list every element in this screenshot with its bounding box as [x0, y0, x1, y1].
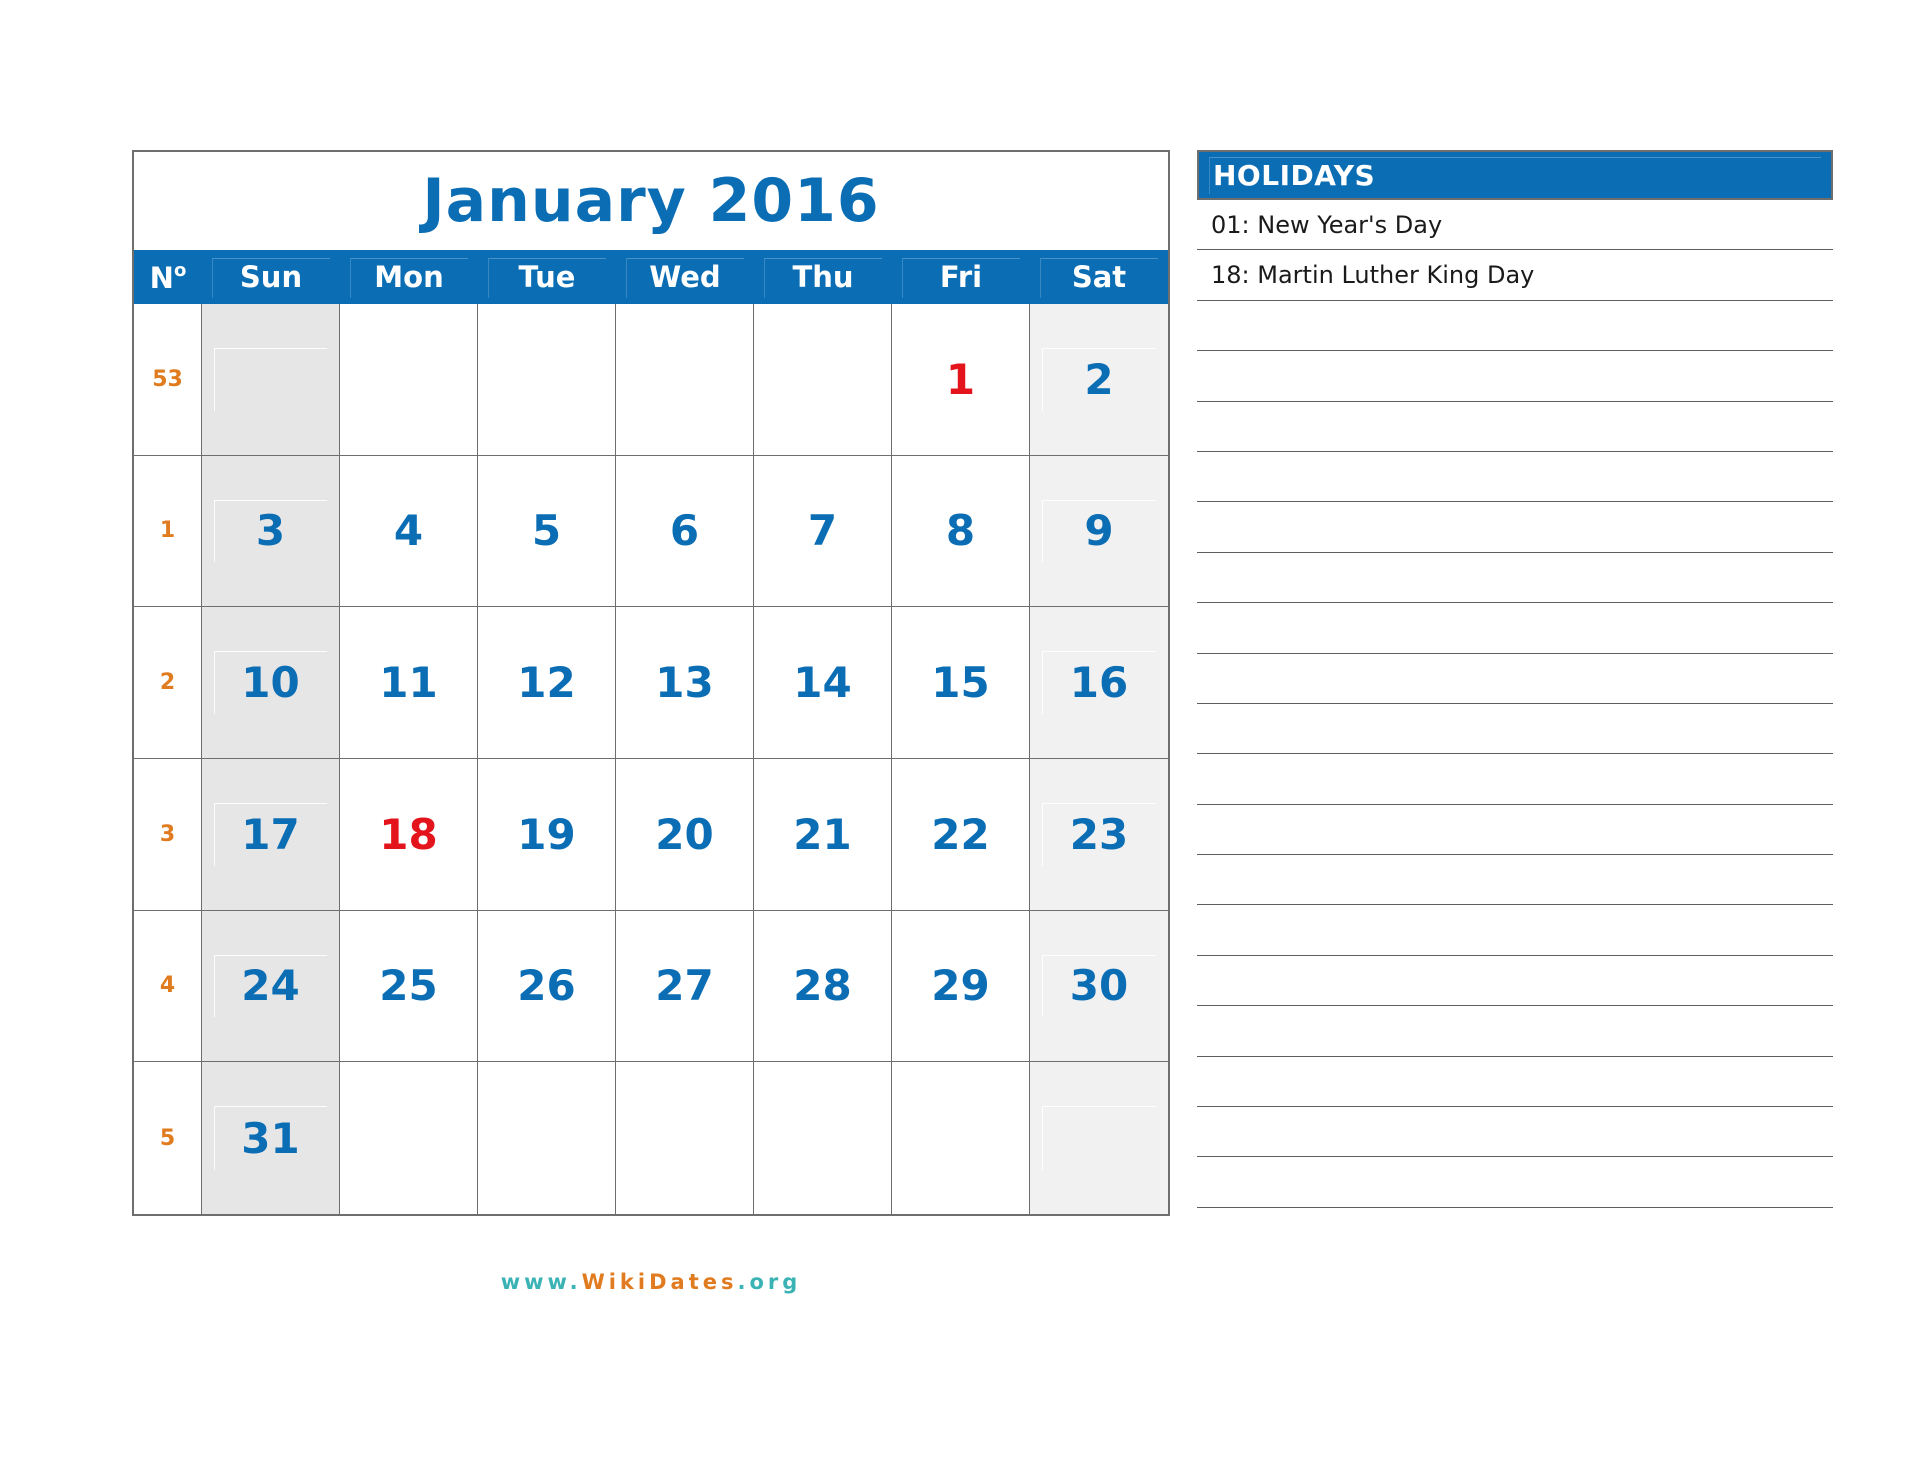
- day-number: 25: [379, 961, 438, 1011]
- day-cell[interactable]: [1030, 607, 1168, 759]
- weekday-label: Sat: [1071, 260, 1127, 294]
- weekday-header-sat: [1030, 250, 1168, 304]
- day-cell[interactable]: [892, 607, 1030, 759]
- day-number: 22: [931, 809, 990, 859]
- blank-note-line: [1197, 402, 1833, 452]
- day-number: 7: [807, 506, 838, 556]
- day-cell[interactable]: [202, 456, 340, 608]
- day-cell[interactable]: [892, 759, 1030, 911]
- day-number: 8: [945, 506, 976, 556]
- day-cell[interactable]: [1030, 456, 1168, 608]
- empty-day-cell: [202, 304, 340, 456]
- day-number: 3: [255, 506, 286, 556]
- holidays-header: [1197, 150, 1833, 200]
- day-cell[interactable]: [892, 911, 1030, 1063]
- blank-note-line: [1197, 754, 1833, 804]
- day-cell[interactable]: [1030, 911, 1168, 1063]
- day-cell[interactable]: [202, 607, 340, 759]
- week-number: 53: [134, 304, 202, 456]
- calendar-title: January 2016: [422, 166, 880, 236]
- empty-day-cell: [478, 304, 616, 456]
- blank-note-line: [1197, 452, 1833, 502]
- day-number: 12: [517, 658, 576, 708]
- day-cell[interactable]: [202, 759, 340, 911]
- day-number: 9: [1084, 506, 1114, 556]
- day-cell[interactable]: [616, 759, 754, 911]
- empty-day-cell: [892, 1062, 1030, 1214]
- week-number: 4: [134, 911, 202, 1063]
- empty-day-cell: [340, 1062, 478, 1214]
- day-number: 15: [931, 658, 990, 708]
- footer-tld: .org: [737, 1270, 802, 1294]
- blank-note-line: [1197, 1157, 1833, 1207]
- day-number: 28: [793, 961, 852, 1011]
- empty-day-cell: [616, 1062, 754, 1214]
- blank-note-line: [1197, 704, 1833, 754]
- blank-note-line: [1197, 553, 1833, 603]
- blank-note-line: [1197, 805, 1833, 855]
- day-cell[interactable]: [616, 911, 754, 1063]
- weekday-label: Tue: [518, 260, 576, 294]
- weekday-header-wed: [616, 250, 754, 304]
- footer-www: www.: [500, 1270, 582, 1294]
- day-cell[interactable]: [754, 911, 892, 1063]
- blank-note-line: [1197, 1107, 1833, 1157]
- day-number: 23: [1069, 809, 1129, 859]
- day-number: 18: [379, 809, 438, 859]
- day-cell[interactable]: [478, 759, 616, 911]
- day-cell[interactable]: [478, 607, 616, 759]
- day-number: 19: [517, 809, 576, 859]
- weekday-label: Sun: [239, 260, 303, 294]
- day-cell[interactable]: [616, 607, 754, 759]
- weekday-label: Mon: [374, 260, 444, 294]
- weekday-label: Wed: [649, 260, 721, 294]
- day-number: 4: [393, 506, 424, 556]
- weekday-header-mon: [340, 250, 478, 304]
- calendar-grid: [134, 304, 1168, 1214]
- blank-note-line: [1197, 956, 1833, 1006]
- week-number: 3: [134, 759, 202, 911]
- holiday-item: 18: Martin Luther King Day: [1197, 250, 1833, 300]
- day-cell[interactable]: [202, 1062, 340, 1214]
- empty-day-cell: [478, 1062, 616, 1214]
- weekday-header-fri: [892, 250, 1030, 304]
- week-number: 1: [134, 456, 202, 608]
- blank-note-line: [1197, 301, 1833, 351]
- blank-note-line: [1197, 855, 1833, 905]
- day-cell[interactable]: [1030, 759, 1168, 911]
- blank-note-line: [1197, 1006, 1833, 1056]
- week-number: 5: [134, 1062, 202, 1214]
- day-number: 29: [931, 961, 990, 1011]
- blank-note-line: [1197, 654, 1833, 704]
- day-cell[interactable]: [892, 456, 1030, 608]
- empty-day-cell: [1030, 1062, 1168, 1214]
- day-cell[interactable]: [616, 456, 754, 608]
- day-cell[interactable]: [892, 304, 1030, 456]
- day-number: 30: [1069, 961, 1129, 1011]
- weekday-header-thu: [754, 250, 892, 304]
- day-number: 14: [793, 658, 852, 708]
- calendar: [132, 150, 1170, 1216]
- day-number: 31: [241, 1113, 300, 1163]
- blank-note-line: [1197, 502, 1833, 552]
- week-number-header-label: N: [149, 260, 174, 295]
- day-number: 11: [379, 658, 438, 708]
- holidays-title: HOLIDAYS: [1213, 158, 1376, 192]
- weekday-label: Thu: [792, 260, 854, 294]
- day-number: 16: [1069, 658, 1129, 708]
- day-number: 6: [669, 506, 700, 556]
- day-cell[interactable]: [478, 456, 616, 608]
- day-number: 21: [793, 809, 852, 859]
- day-cell[interactable]: [340, 911, 478, 1063]
- day-cell[interactable]: [340, 759, 478, 911]
- weekday-header-sun: [202, 250, 340, 304]
- week-number: 2: [134, 607, 202, 759]
- day-cell[interactable]: [1030, 304, 1168, 456]
- day-number: 26: [517, 961, 576, 1011]
- day-number: 10: [241, 658, 300, 708]
- day-cell[interactable]: [340, 607, 478, 759]
- week-number-header: [134, 250, 202, 304]
- weekday-header-tue: [478, 250, 616, 304]
- blank-note-line: [1197, 603, 1833, 653]
- day-number: 5: [531, 506, 562, 556]
- empty-day-cell: [754, 304, 892, 456]
- holidays-list: [1197, 200, 1833, 1208]
- day-cell[interactable]: [202, 911, 340, 1063]
- holidays-panel: [1197, 150, 1833, 1208]
- day-number: 24: [241, 961, 300, 1011]
- empty-day-cell: [754, 1062, 892, 1214]
- calendar-weekday-header: [134, 250, 1168, 304]
- weekday-label: Fri: [939, 260, 983, 294]
- blank-note-line: [1197, 351, 1833, 401]
- day-number: 27: [655, 961, 714, 1011]
- blank-note-line: [1197, 905, 1833, 955]
- day-cell[interactable]: [754, 759, 892, 911]
- day-number: 17: [241, 809, 300, 859]
- day-cell[interactable]: [754, 607, 892, 759]
- day-number: 1: [945, 354, 976, 404]
- day-cell[interactable]: [754, 456, 892, 608]
- day-number: 2: [1084, 354, 1114, 404]
- empty-day-cell: [616, 304, 754, 456]
- day-number: 20: [655, 809, 714, 859]
- holiday-item: 01: New Year's Day: [1197, 200, 1833, 250]
- day-number: 13: [655, 658, 714, 708]
- week-number-header-sup: o: [173, 259, 187, 281]
- day-cell[interactable]: [340, 456, 478, 608]
- footer-website[interactable]: [0, 1270, 1302, 1294]
- empty-day-cell: [340, 304, 478, 456]
- day-cell[interactable]: [478, 911, 616, 1063]
- footer-brand: WikiDates: [581, 1270, 738, 1294]
- blank-note-line: [1197, 1057, 1833, 1107]
